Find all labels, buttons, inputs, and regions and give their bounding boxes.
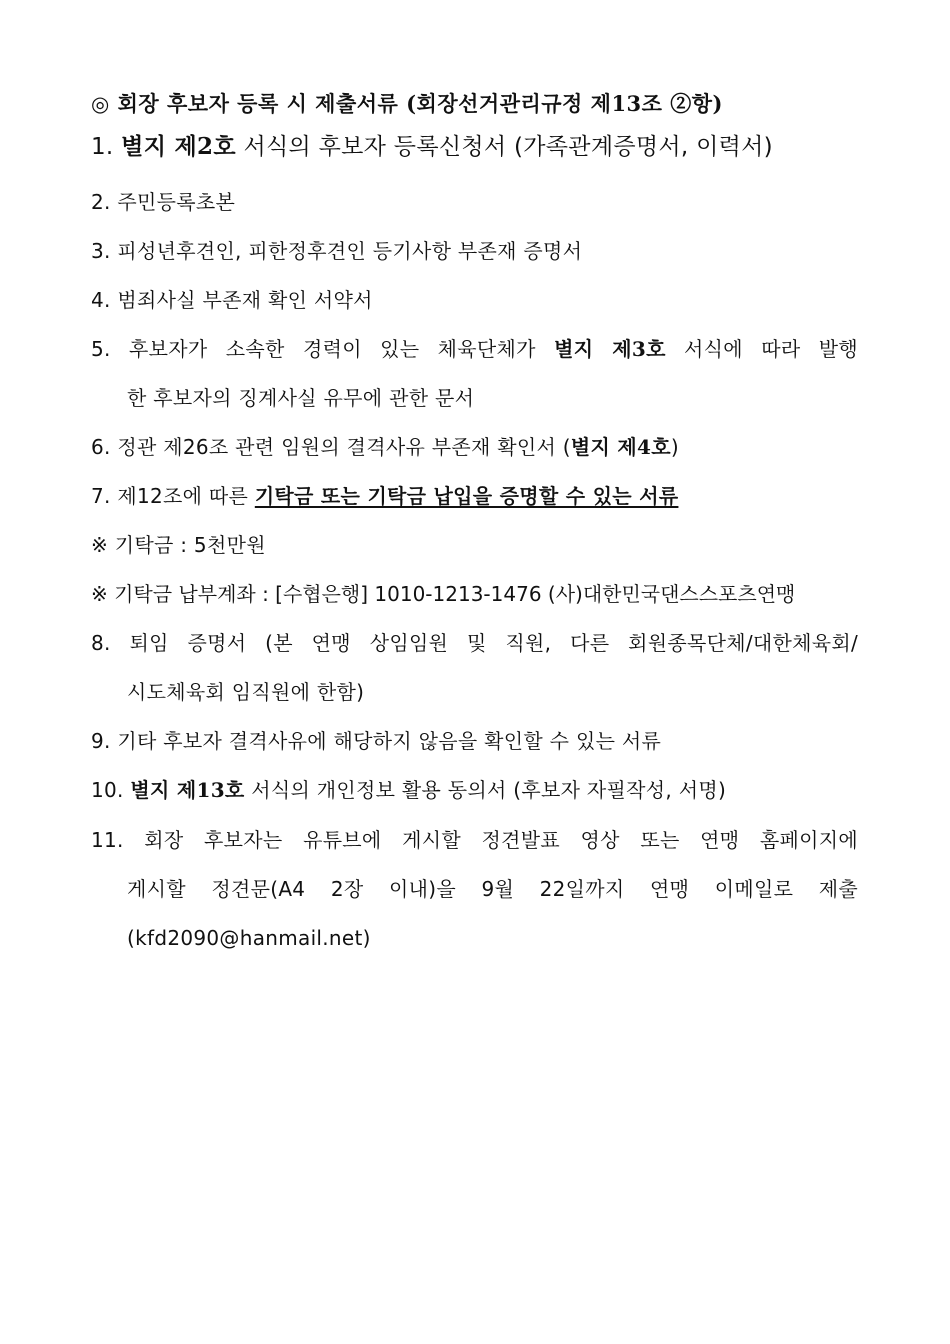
document-heading: ◎ 회장 후보자 등록 시 제출서류 (회장선거관리규정 제13조 ②항) [91,91,723,116]
note-deposit-account: ※ 기탁금 납부계좌 : [수협은행] 1010-1213-1476 (사)대한민국댄스스포츠연맹 [91,582,796,606]
item-text: ) [670,435,679,459]
list-item-11: 11. 회장 후보자는 유튜브에 게시할 정견발표 영상 또는 연맹 홈페이지에 [91,828,858,852]
item-text: 6. 정관 제26조 관련 임원의 결격사유 부존재 확인서 ( [91,435,571,459]
form-reference: 별지 제13호 [130,778,245,802]
list-item-5 [91,336,858,362]
list-item-7 [91,483,858,509]
form-reference: 별지 제2호 [121,133,236,160]
form-reference: 별지 제4호 [570,435,671,459]
contact-email: (kfd2090@hanmail.net) [127,926,371,950]
item-number: 10. [91,778,131,802]
item-text: 5. 후보자가 소속한 경력이 있는 체육단체가 [91,337,555,361]
list-item-5-continuation: 한 후보자의 징계사실 유무에 관한 문서 [127,386,475,410]
list-item-4: 4. 범죄사실 부존재 확인 서약서 [91,288,373,312]
item-text: 서식의 후보자 등록신청서 (가족관계증명서, 이력서) [235,134,773,160]
list-item-3: 3. 피성년후견인, 피한정후견인 등기사항 부존재 증명서 [91,239,583,263]
item-text: 서식에 따라 발행 [665,337,858,361]
list-item-9: 9. 기타 후보자 결격사유에 해당하지 않음을 확인할 수 있는 서류 [91,729,662,753]
list-item-2: 2. 주민등록초본 [91,190,236,214]
emphasized-text: 기탁금 또는 기탁금 납입을 증명할 수 있는 서류 [254,484,679,508]
list-item-6 [91,434,858,460]
form-reference: 별지 제3호 [554,337,666,361]
list-item-1 [91,134,858,160]
list-item-8: 8. 퇴임 증명서 (본 연맹 상임임원 및 직원, 다른 회원종목단체/대한체육회/ [91,631,858,655]
item-text: 서식의 개인정보 활용 동의서 (후보자 자필작성, 서명) [244,778,727,802]
list-item-11-continuation: 게시할 정견문(A4 2장 이내)을 9월 22일까지 연맹 이메일로 제출 [127,877,858,901]
list-item-10 [91,777,858,803]
item-number: 1. [91,134,114,160]
list-item-8-continuation: 시도체육회 임직원에 한함) [127,680,365,704]
item-text: 7. 제12조에 따른 [91,484,255,508]
note-deposit-amount: ※ 기탁금 : 5천만원 [91,533,266,557]
